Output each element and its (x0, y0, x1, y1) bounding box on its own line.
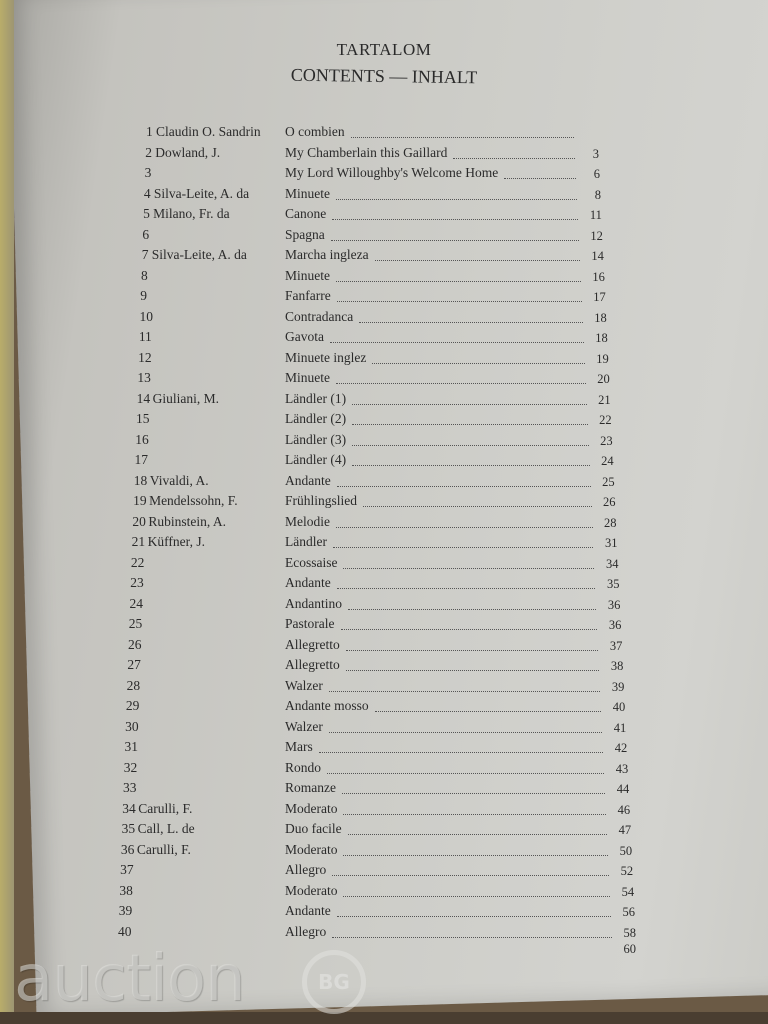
table-row (0, 760, 768, 778)
entry-page: 20 (597, 372, 610, 386)
table-row (0, 780, 768, 798)
entry-number: 5 (143, 206, 150, 221)
entry-composer: Milano, Fr. da (153, 206, 230, 221)
table-row (0, 739, 768, 757)
entry-page: 6 (593, 167, 600, 181)
entry-number: 27 (127, 657, 141, 672)
entry-composer: Silva-Leite, A. da (153, 185, 250, 201)
table-row (0, 678, 768, 696)
entry-number: 38 (119, 882, 133, 898)
entry-title: Duo facile (285, 821, 342, 836)
leader-dots (337, 301, 582, 302)
table-row (0, 227, 768, 245)
entry-number: 24 (129, 595, 143, 611)
entry-number: 1 (146, 124, 153, 139)
entry-page: 35 (606, 577, 620, 591)
entry-title: Minuete (285, 370, 330, 385)
table-row (0, 350, 768, 368)
table-row (0, 329, 768, 347)
leader-dots (352, 404, 587, 405)
leader-dots (329, 732, 602, 733)
leader-dots (343, 568, 594, 569)
entry-number: 8 (140, 267, 148, 283)
leader-dots (348, 609, 596, 610)
entry-composer: Carulli, F. (138, 800, 193, 816)
entry-page: 21 (598, 392, 611, 407)
entry-composer: Rubinstein, A. (148, 513, 226, 529)
entry-title: Walzer (285, 677, 323, 693)
table-row (0, 698, 768, 716)
leader-dots (343, 896, 610, 897)
entry-number: 10 (139, 308, 154, 324)
leader-dots (337, 916, 611, 917)
entry-page: 47 (618, 823, 632, 837)
table-row (0, 637, 768, 655)
table-row (0, 903, 768, 921)
entry-number: 19 (133, 493, 147, 508)
table-row (0, 165, 768, 183)
entry-number: 34 (122, 800, 136, 816)
entry-title: Andante mosso (285, 698, 369, 713)
leader-dots (332, 219, 578, 220)
entry-number: 3 (144, 165, 152, 180)
entry-number: 11 (138, 329, 152, 344)
entry-page: 38 (610, 659, 624, 673)
leader-dots (337, 486, 591, 487)
entry-title: My Chamberlain this Gaillard (285, 144, 448, 160)
leader-dots (319, 752, 603, 753)
entry-title: Rondo (285, 759, 322, 775)
entry-number: 29 (125, 698, 140, 713)
table-row (0, 288, 768, 306)
entry-page: 36 (608, 618, 622, 632)
entry-composer: Carulli, F. (136, 841, 191, 857)
entry-title: Fanfarre (285, 288, 331, 303)
watermark-logo: auction (14, 942, 245, 1016)
entry-title: Spagna (285, 226, 325, 242)
table-row (0, 801, 768, 819)
leader-dots (337, 588, 595, 589)
leader-dots (352, 424, 588, 425)
entry-title: Andante (285, 903, 331, 918)
entry-title: My Lord Willoughby's Welcome Home (285, 165, 499, 180)
entry-composer: Küffner, J. (147, 534, 205, 549)
entry-number: 26 (128, 636, 142, 652)
entry-title: Andante (285, 575, 331, 590)
entry-number: 33 (123, 780, 137, 795)
leader-dots (504, 178, 576, 179)
entry-number: 23 (130, 575, 144, 590)
entry-page: 52 (620, 864, 634, 878)
entry-number: 21 (131, 534, 146, 549)
leader-dots (336, 527, 593, 528)
entry-page: 16 (592, 269, 605, 284)
entry-number: 35 (121, 821, 136, 836)
entry-page: 18 (595, 331, 608, 345)
leader-dots (330, 342, 584, 343)
entry-title: Walzer (285, 718, 323, 734)
table-row (0, 391, 768, 409)
table-row (0, 247, 768, 265)
table-row (0, 719, 768, 737)
entry-page: 41 (613, 720, 627, 735)
entry-page: 14 (591, 249, 604, 263)
leader-dots (346, 650, 598, 651)
leader-dots (333, 547, 593, 548)
entry-title: Ländler (4) (285, 452, 347, 467)
entry-page: 54 (621, 884, 635, 899)
leader-dots (336, 281, 581, 282)
entry-page: 42 (614, 741, 628, 755)
entry-title: Contradanca (285, 308, 354, 324)
entry-page: 11 (589, 208, 602, 222)
table-row (0, 145, 768, 163)
entry-page: 23 (600, 433, 613, 448)
leader-dots (343, 855, 608, 856)
entry-page: 18 (594, 310, 607, 325)
entry-composer: Vivaldi, A. (149, 472, 209, 488)
entry-title: Allegretto (285, 636, 340, 652)
entry-number: 9 (140, 288, 147, 303)
entry-page: 28 (604, 515, 617, 530)
entry-page: 8 (594, 187, 601, 202)
table-row (0, 186, 768, 204)
leader-dots (327, 773, 604, 774)
entry-page: 22 (599, 413, 612, 427)
entry-number: 31 (124, 739, 138, 754)
leader-dots (351, 137, 574, 138)
leader-dots (331, 240, 579, 241)
entry-number: 16 (135, 431, 149, 447)
table-row (0, 514, 768, 532)
leader-dots (341, 629, 597, 630)
entry-page: 36 (607, 597, 621, 612)
leader-dots (352, 445, 589, 446)
entry-page: 40 (612, 700, 626, 714)
entry-title: Ländler (1) (285, 390, 347, 406)
entry-title: Allegro (285, 923, 327, 939)
entry-composer: Mendelssohn, F. (149, 493, 238, 508)
entry-page: 12 (590, 228, 603, 243)
entry-title: O combien (285, 124, 345, 139)
entry-page: 43 (615, 761, 629, 776)
entry-number: 36 (120, 841, 135, 857)
entry-page: 24 (601, 454, 614, 468)
entry-number: 28 (126, 677, 141, 693)
table-row (0, 555, 768, 573)
entry-number: 40 (118, 923, 132, 939)
leader-dots (453, 158, 575, 159)
leader-dots (363, 506, 592, 507)
entry-page: 34 (605, 556, 619, 571)
table-row (0, 370, 768, 388)
entry-page: 31 (605, 536, 618, 550)
entry-page: 17 (593, 290, 606, 304)
entry-title: Moderato (285, 882, 338, 898)
entry-page: 19 (596, 351, 609, 366)
entry-page: 50 (619, 843, 633, 858)
entry-composer: Silva-Leite, A. da (151, 247, 247, 262)
entry-title: Ländler (3) (285, 431, 347, 447)
entry-title: Pastorale (285, 616, 335, 631)
entry-composer: Claudin O. Sandrin (156, 124, 261, 139)
entry-title: Moderato (285, 841, 338, 857)
leader-dots (372, 363, 585, 364)
table-row (0, 452, 768, 470)
leader-dots (375, 260, 580, 261)
entry-title: Allegretto (285, 657, 340, 672)
entry-page: 44 (616, 782, 630, 796)
entry-page: 56 (622, 905, 636, 919)
trailing-page-number: 60 (623, 942, 636, 956)
entry-page: 58 (623, 925, 636, 940)
leader-dots (329, 691, 600, 692)
entry-number: 37 (120, 862, 134, 877)
table-row (0, 411, 768, 429)
entry-number: 6 (142, 226, 150, 242)
entry-number: 12 (138, 349, 152, 365)
page-subtitle: CONTENTS — INHALT (290, 64, 478, 88)
watermark-badge: BG (302, 950, 366, 1014)
table-row (0, 268, 768, 286)
table-row (0, 657, 768, 675)
table-row (0, 821, 768, 839)
table-row (0, 575, 768, 593)
table-row (0, 309, 768, 327)
entry-number: 22 (130, 554, 145, 570)
entry-title: Minuete (285, 267, 330, 283)
entry-number: 32 (123, 759, 138, 775)
entry-title: Canone (285, 206, 327, 221)
entry-number: 20 (132, 513, 146, 529)
entry-title: Moderato (285, 800, 338, 816)
table-row (0, 924, 768, 942)
entry-page: 37 (609, 638, 623, 653)
entry-title: Melodie (285, 513, 330, 529)
entry-title: Romanze (285, 780, 336, 795)
table-row (0, 432, 768, 450)
entry-title: Gavota (285, 329, 324, 344)
entry-number: 2 (145, 144, 153, 160)
entry-title: Mars (285, 739, 313, 754)
table-row (0, 842, 768, 860)
leader-dots (375, 711, 601, 712)
entry-title: Allegro (285, 862, 327, 877)
table-row (0, 206, 768, 224)
table-row (0, 883, 768, 901)
entry-title: Minuete inglez (285, 349, 367, 365)
entry-number: 39 (118, 903, 133, 918)
entry-title: Andante (285, 472, 331, 488)
entry-composer: Giuliani, M. (152, 390, 220, 406)
leader-dots (336, 199, 577, 200)
table-row (0, 124, 768, 142)
entry-number: 30 (125, 718, 139, 734)
entry-page: 25 (602, 474, 615, 489)
entry-number: 15 (135, 411, 150, 426)
table-row (0, 616, 768, 634)
entry-title: Andantino (285, 595, 342, 611)
leader-dots (343, 814, 606, 815)
leader-dots (332, 937, 612, 938)
table-row (0, 534, 768, 552)
leader-dots (336, 383, 586, 384)
table-row (0, 473, 768, 491)
leader-dots (352, 465, 590, 466)
table-row (0, 862, 768, 880)
leader-dots (346, 670, 599, 671)
entry-number: 14 (136, 390, 151, 406)
entry-title: Ländler (285, 534, 327, 549)
entry-number: 13 (137, 370, 151, 385)
entry-title: Ländler (2) (285, 411, 347, 426)
entry-page: 26 (603, 495, 616, 509)
leader-dots (348, 834, 607, 835)
entry-number: 4 (143, 185, 151, 201)
entry-composer: Call, L. de (137, 821, 195, 836)
table-row (0, 493, 768, 511)
entry-title: Marcha ingleza (285, 247, 369, 262)
entry-title: Ecossaise (285, 554, 338, 570)
entry-number: 25 (128, 616, 143, 631)
entry-number: 17 (134, 452, 148, 467)
table-row (0, 596, 768, 614)
page-title: TARTALOM (336, 40, 432, 59)
entry-number: 18 (133, 472, 148, 488)
leader-dots (332, 875, 609, 876)
entry-page: 39 (611, 679, 625, 694)
entry-page: 3 (592, 146, 599, 161)
leader-dots (342, 793, 605, 794)
entry-title: Frühlingslied (285, 493, 358, 508)
entry-title: Minuete (285, 185, 330, 201)
leader-dots (359, 322, 583, 323)
entry-number: 7 (141, 247, 149, 262)
entry-page: 46 (617, 802, 631, 817)
entry-composer: Dowland, J. (155, 144, 221, 160)
